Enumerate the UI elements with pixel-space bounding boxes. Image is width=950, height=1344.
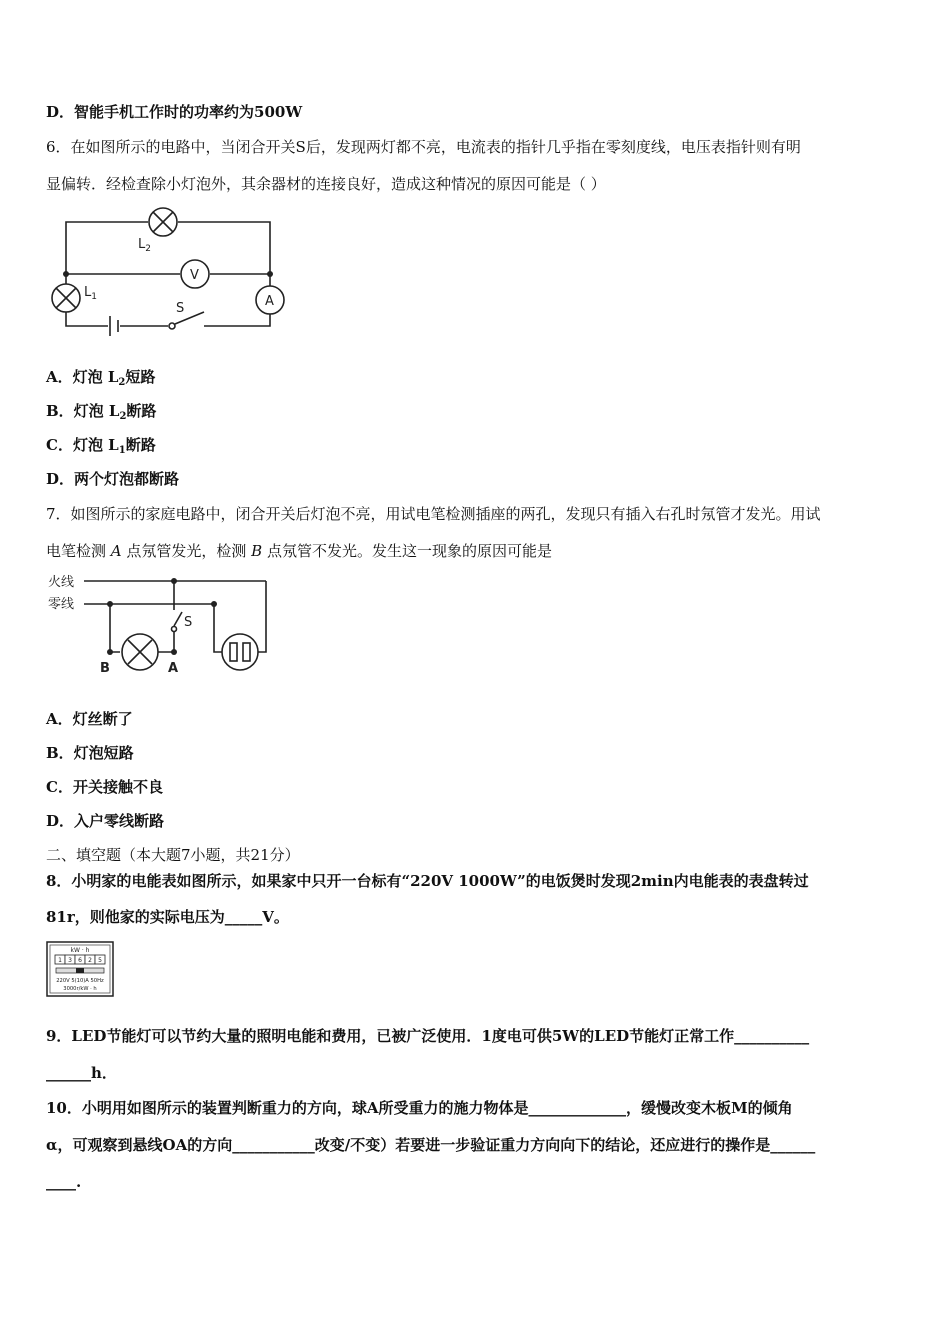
q7-option-c: C．开关接触不良 xyxy=(46,778,163,796)
lamp-icon xyxy=(122,634,158,670)
q10-stem-line2: α，可观察到悬线OA的方向___________改变/不变）若要进一步验证重力方向向下的结论，还应进行的操作是______ xyxy=(46,1136,816,1154)
q10-stem-line3: ____. xyxy=(46,1173,82,1191)
q5-option-d: D．智能手机工作时的功率约为500W xyxy=(46,103,303,121)
label-ammeter: A xyxy=(265,294,274,309)
q7-option-d: D．入户零线断路 xyxy=(46,812,165,830)
q6-option-a: A．灯泡 $L_2$短路 xyxy=(46,368,156,388)
lamp-l1-icon xyxy=(52,284,80,312)
meter-digit: 3 xyxy=(68,957,72,964)
q9-stem-line2: ______h． xyxy=(46,1064,117,1082)
q6-circuit-figure xyxy=(44,204,300,340)
label-l2: $L_2$ xyxy=(138,237,151,254)
meter-digit: 1 xyxy=(58,957,62,964)
meter-unit: kW · h xyxy=(70,947,90,954)
q6-option-d: D．两个灯泡都断路 xyxy=(46,470,180,488)
q9-stem-line1: 9．LED节能灯可以节约大量的照明电能和费用，已被广泛使用．1度电可供5W的LED节能灯正常工作__________ xyxy=(46,1027,810,1045)
q8-energy-meter-figure xyxy=(46,941,114,997)
meter-digit: 6 xyxy=(78,957,82,964)
switch-s-icon xyxy=(169,312,204,329)
q7-stem-line1: 7．如图所示的家庭电路中，闭合开关后灯泡不亮，用试电笔检测插座的两孔，发现只有插入右孔时氖管才发光。用试 xyxy=(46,505,821,523)
battery-icon xyxy=(110,316,118,336)
q6-option-b: B．灯泡 $L_2$断路 xyxy=(46,402,157,422)
q6-option-c: C．灯泡 $L_1$断路 xyxy=(46,436,156,456)
q7-household-circuit-figure xyxy=(44,570,274,676)
q10-stem-line1: 10．小明用如图所示的装置判断重力的方向，球A所受重力的施力物体是_____________，缓慢改变木板M的倾角 xyxy=(46,1099,793,1117)
q6-stem-line2: 显偏转．经检查除小灯泡外，其余器材的连接良好，造成这种情况的原因可能是（ ） xyxy=(46,175,606,193)
meter-rev: 3000r/kW · h xyxy=(63,986,97,992)
label-live-wire: 火线 xyxy=(48,575,75,590)
junction xyxy=(267,271,273,277)
meter-digit: 5 xyxy=(98,957,102,964)
label-switch: S xyxy=(176,301,185,316)
junction xyxy=(63,271,69,277)
label-neutral-wire: 零线 xyxy=(48,597,75,612)
section2-title: 二、填空题（本大题7小题，共21分） xyxy=(46,846,300,864)
label-switch: S xyxy=(184,615,193,630)
label-voltmeter: V xyxy=(190,268,199,283)
wire xyxy=(66,222,148,274)
label-l1: $L_1$ xyxy=(84,285,97,302)
label-point-a: A xyxy=(168,661,179,676)
lamp-l2-icon xyxy=(149,208,177,236)
q7-stem-line2: 电笔检测 A 点氖管发光，检测 B 点氖管不发光。发生这一现象的原因可能是 xyxy=(46,542,552,560)
q7-option-a: A．灯丝断了 xyxy=(46,710,133,728)
socket-icon xyxy=(222,634,258,670)
q6-stem-line1: 6．在如图所示的电路中，当闭合开关S后，发现两灯都不亮，电流表的指针几乎指在零刻度线，电压表指针则有明 xyxy=(46,138,801,156)
switch-s-icon xyxy=(172,612,183,632)
q8-stem-line1: 8．小明家的电能表如图所示，如果家中只开一台标有“220V 1000W”的电饭煲时发现2min内电能表的表盘转过 xyxy=(46,872,809,890)
meter-spec: 220V 5(10)A 50Hz xyxy=(56,978,104,984)
q8-stem-line2: 81r，则他家的实际电压为_____V。 xyxy=(46,908,289,926)
q7-option-b: B．灯泡短路 xyxy=(46,744,134,762)
meter-digit: 2 xyxy=(88,957,92,964)
label-point-b: B xyxy=(100,661,110,676)
